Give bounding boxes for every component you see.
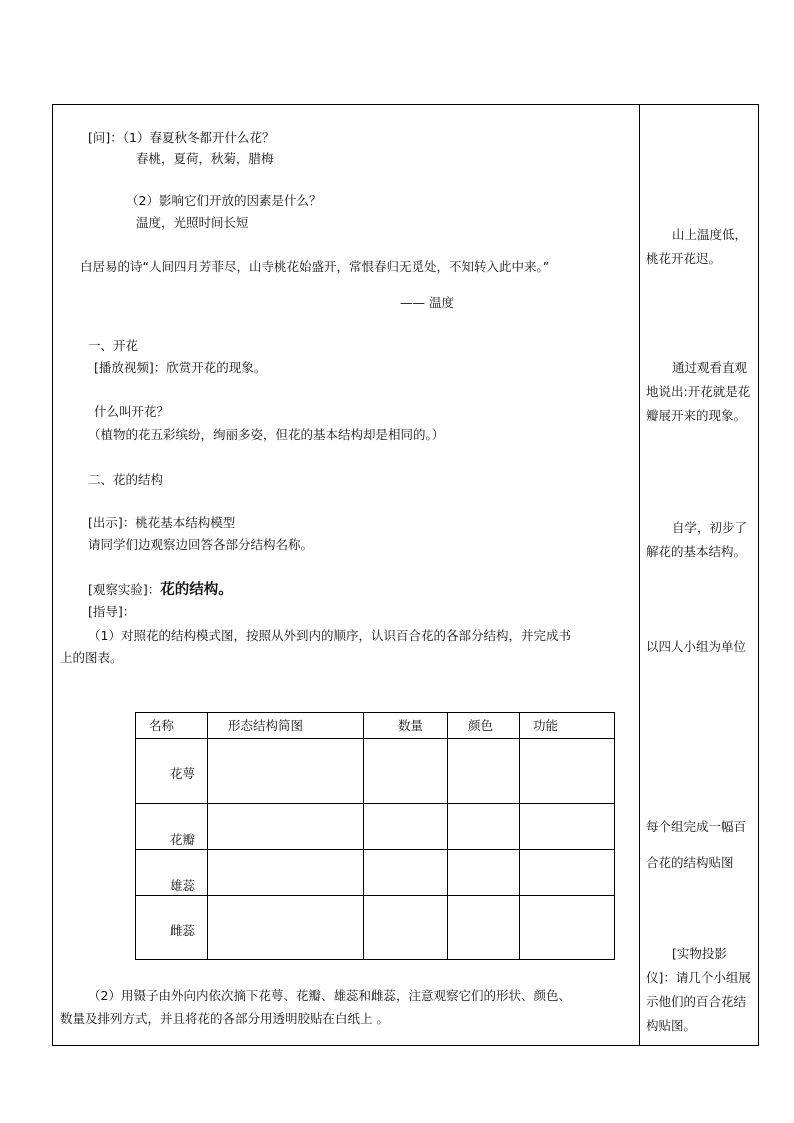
table-header-diagram: 形态结构简图 (228, 718, 304, 733)
question-2: （2）影响它们开放的因素是什么？ (126, 193, 322, 208)
side-note-text: 自学，初步了解花的基本结构。 (646, 520, 748, 559)
side-note-text: 每个组完成一幅百合花的结构贴图 (646, 819, 747, 870)
step-1-line-2: 上的图表。 (60, 650, 123, 665)
section-2-show: [出示]：桃花基本结构模型 (88, 515, 236, 530)
section-1-video: [播放视频]：欣赏开花的现象。 (94, 360, 267, 375)
table-col-rule (207, 712, 208, 960)
side-note-text: 山上温度低，桃花开花迟。 (646, 227, 748, 266)
step-1-line-1: （1）对照花的结构模式图，按照从外到内的顺序，认识百合花的各部分结构，并完成书 (88, 628, 571, 643)
table-row-label: 花瓣 (170, 832, 196, 847)
section-1-title: 一、开花 (88, 338, 139, 353)
section-1-question: 什么叫开花？ (94, 404, 170, 419)
experiment-label: [观察实验]： (88, 582, 161, 597)
side-note-text: 以四人小组为单位 (646, 639, 747, 654)
table-header-function: 功能 (533, 718, 559, 733)
table-header-color: 颜色 (468, 718, 494, 733)
section-1-note: （植物的花五彩缤纷，绚丽多姿，但花的基本结构却是相同的。） (88, 427, 445, 442)
column-divider (639, 104, 640, 1046)
step-2-line-2: 数量及排列方式，并且将花的各部分用透明胶贴在白纸上 。 (60, 1011, 389, 1026)
table-row-label: 雄蕊 (170, 878, 196, 893)
side-note-text: [实物投影仪]：请几个小组展示他们的百合花结构贴图。 (646, 946, 751, 1033)
question-2-answer: 温度，光照时间长短 (136, 215, 249, 230)
table-col-rule (447, 712, 448, 960)
side-note-self-study (646, 516, 756, 564)
side-note-blooming (646, 356, 756, 428)
experiment-title: 花的结构。 (160, 582, 233, 598)
table-col-rule (519, 712, 520, 960)
table-header-count: 数量 (398, 718, 424, 733)
section-2-ask: 请同学们边观察边回答各部分结构名称。 (88, 537, 314, 552)
poem-quote: 白居易的诗“人间四月芳菲尽，山寺桃花始盛开，常恨春归无觅处，不知转入此中来。” (80, 259, 550, 274)
side-note-temperature (646, 223, 756, 271)
side-note-group (646, 629, 756, 665)
question-1-answer: 春桃，夏荷，秋菊，腊梅 (136, 151, 274, 166)
guide-label: [指导]： (88, 604, 136, 619)
side-note-poster (646, 809, 756, 881)
table-row-label: 雌蕊 (170, 923, 196, 938)
poem-answer: —— 温度 (400, 295, 454, 310)
side-note-text: 通过观看直观地说出:开花就是花瓣展开来的现象。 (646, 360, 751, 423)
table-header-name: 名称 (149, 718, 175, 733)
side-note-projector (646, 942, 756, 1038)
table-row-label: 花萼 (170, 766, 196, 781)
table-col-rule (363, 712, 364, 960)
step-2-line-1: （2）用镊子由外向内依次摘下花萼、花瓣、雄蕊和雌蕊，注意观察它们的形状、颜色、 (88, 988, 571, 1003)
question-label: [问]：（1）春夏秋冬都开什么花？ (88, 130, 275, 145)
experiment-heading (88, 582, 233, 598)
section-2-title: 二、花的结构 (88, 472, 164, 487)
